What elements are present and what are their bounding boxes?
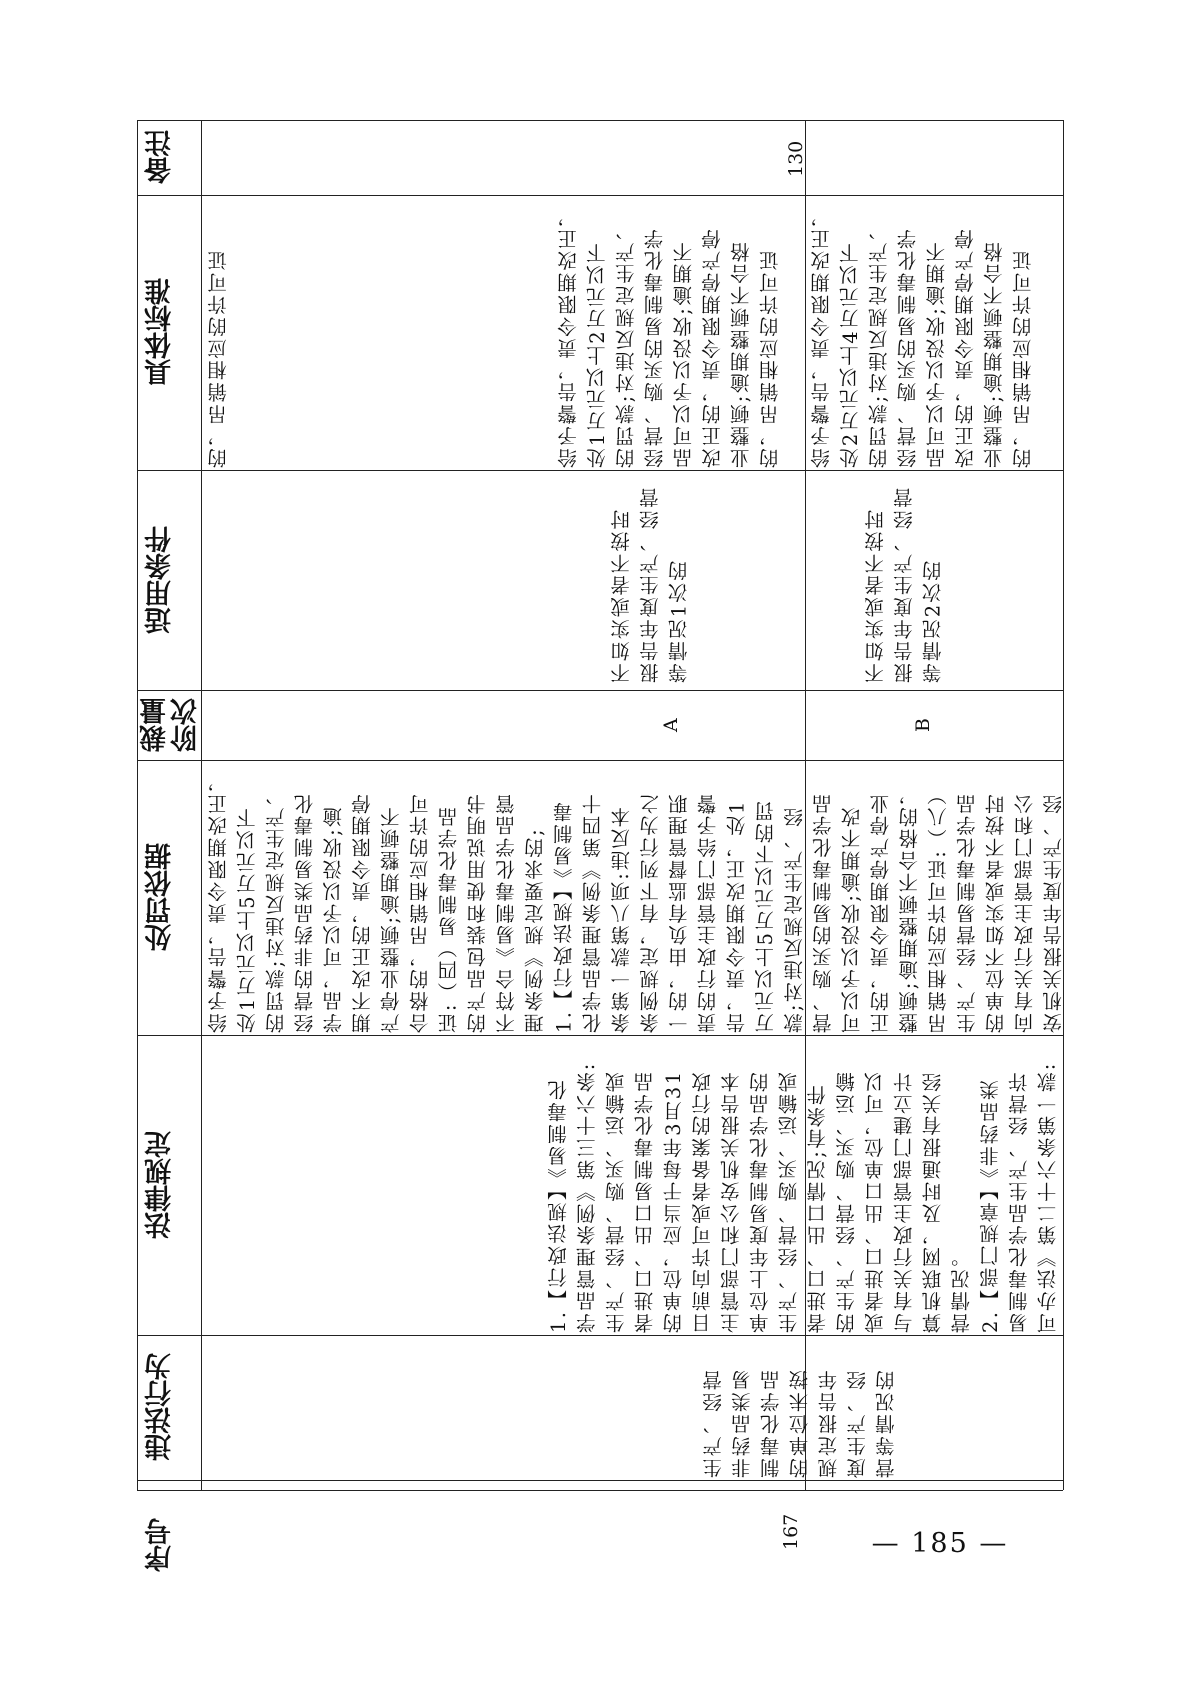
violation-text: 生产、经营 非药品类易 制毒化学品 的单位未按 规定报告年 度生产、经 营等情况的 xyxy=(702,1368,898,1478)
header-legal: 法律规定 xyxy=(145,1131,176,1239)
column-divider xyxy=(137,690,1063,691)
table-border-bottom xyxy=(137,1490,1063,1491)
condition-a-text: 不如实或者不按时 报告年度生产、经营 等情况1次的 xyxy=(610,485,691,683)
seq-number: 167 xyxy=(780,1513,802,1551)
level-a: A xyxy=(660,718,682,732)
level-b: B xyxy=(912,718,934,732)
continued-standard-text: 的，吊销相应的许可证 xyxy=(207,249,230,468)
column-divider xyxy=(137,470,1063,471)
column-divider xyxy=(137,1480,1063,1481)
header-condition: 适用条件 xyxy=(145,526,176,634)
header-remark: 备注 xyxy=(145,130,176,185)
legal-provision-text: 1.【行政法规】《易制毒化 学品管理条例》第三十六条: 生产、经营、购买、运输或 者进口、出口易制毒化学品 的单位，应当于每年3月31 日前向许可或者备案的行政 主管部门和公安机关报告本 单位上年度易制毒化学品的 生产、经营、购买、运输或 者进口、出口情况;有条件 的生产、经营、购买、运输 或者进口、出口单位，可以 与有关行政主管部门建立计 算机联网，及时通报有关经 营情况。 2.【部门规章】《非药品类 易制毒化学品生产、经营许 可办法》第二十六条第一款: xyxy=(547,1061,1060,1333)
column-divider xyxy=(137,760,1063,761)
condition-b-text: 不如实或者不按时 报告年度生产、经营 等情况2次的 xyxy=(864,485,945,683)
remark-number: 130 xyxy=(785,140,807,178)
header-level: 裁量 阶次 xyxy=(140,698,203,752)
header-standard: 具体标准 xyxy=(145,278,176,387)
penalty-basis-text: 给予警告，责令限期改正， 处1万元以上5万元以下 的罚款;对违反规定生产、 经营的非药品类易制毒化 学品，可以予以没收;逾 期不改正的，责令限期停 产停业整顿;逾期整顿不 合格的，吊销相应的许可 证:（四）易制毒化学品 的产品包装和使用说明书 不符合《易制毒化学品管 理条例》规定要求的; 1.【行政法规】《易制毒 化学品管理条例》第四十 条第一款第八项:违反本 条例规定，有下列行为之 一的，由负有监督管理职 责的行政主管部门给予警 告，责令限期改正，处1 万元以上5万元以下的罚 款;对违反规定生产、经 营、购买的易制毒化学品 可以予以没收;逾期不改 正的，责令限期停产停业 整顿;逾期整顿不合格的， 吊销相应的许可证:（八） 生产、经营易制毒化学品 的单位不如实或者不按时 向有关行政主管部门和公 安机关报告年度生产、经 xyxy=(207,770,1066,1033)
table-border-top xyxy=(137,120,1063,121)
page-number: — 185 — xyxy=(871,1528,1009,1559)
header-divider xyxy=(201,120,202,1490)
header-seq: 序号 xyxy=(145,1518,176,1572)
standard-a-text: 给予警告，责令限期改正， 处1万元以上2万元以下 的罚款;对违反规定生产、 经营、购买的易制毒化学 品可以予以没收;逾期不 改正的，责令限期停产停 业整顿;逾期整顿不合格 的，吊销相应的许可证 xyxy=(557,205,782,468)
column-divider xyxy=(137,1035,1063,1036)
column-divider xyxy=(137,1335,1063,1336)
header-violation: 违法行为 xyxy=(145,1353,176,1462)
column-divider xyxy=(137,195,1063,196)
table-border-left xyxy=(137,120,138,1490)
header-basis: 处罚依据 xyxy=(145,843,176,952)
standard-b-text: 给予警告，责令限期改正， 处2万元以上4万元以下 的罚款;对违反规定生产、 经营、购买的易制毒化学 品可以予以没收;逾期不 改正的，责令限期停产停 业整顿;逾期整顿不合格 的，吊销相应的许可证 xyxy=(810,205,1035,468)
